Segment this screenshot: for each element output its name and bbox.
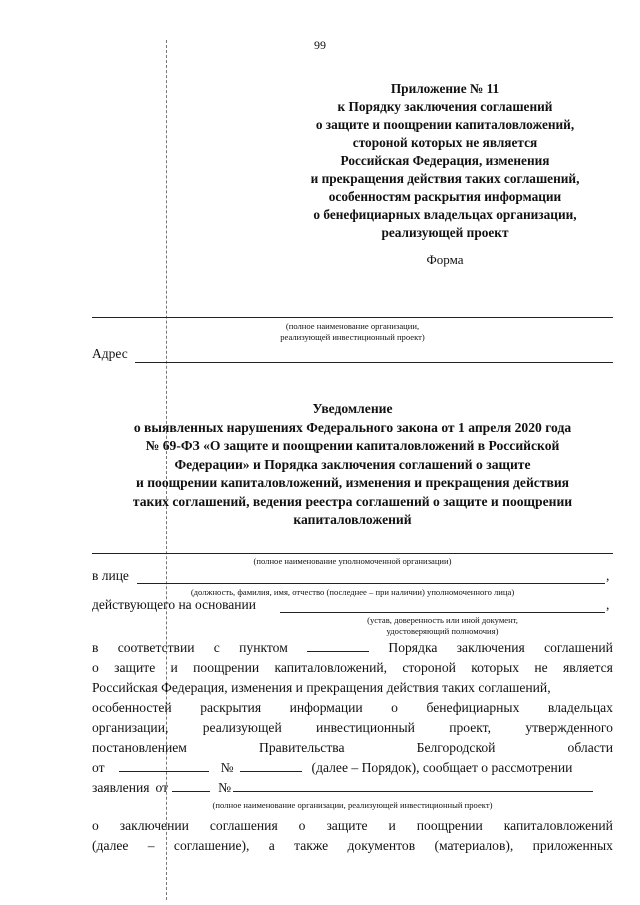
applicant-caption: (полное наименование организации, реализующей инвестиционный проект)	[212, 800, 493, 810]
header-line: особенностям раскрытия информации	[328, 189, 562, 204]
header-line: о бенефициарных владельцах организации,	[313, 207, 577, 222]
position-caption: (должность, фамилия, имя, отчество (последнее – при наличии) уполномоченного лица)	[190, 587, 515, 597]
title-line: о выявленных нарушениях Федерального закона от 1 апреля 2020 года	[133, 419, 572, 435]
paragraph-line: (далее – соглашение), а также документов (материалов), приложенных	[92, 838, 613, 853]
acting-label: действующего на основании	[92, 597, 256, 612]
header-line: Приложение № 11	[390, 81, 500, 96]
application-date-field[interactable]	[172, 778, 210, 792]
title-line: Уведомление	[312, 401, 393, 416]
paragraph-line: в соответствии с пунктом Порядка заключения соглашений	[92, 640, 613, 655]
header-line: и прекращения действия таких соглашений,	[310, 171, 580, 186]
paragraph-line: о заключении соглашения о защите и поощрении капиталовложений	[92, 818, 613, 833]
header-line: реализующей проект	[381, 225, 509, 240]
org-caption-line: (полное наименование организации,	[285, 321, 420, 331]
paragraph-line: особенностей раскрытия информации о бенефициарных владельцах	[92, 700, 613, 715]
basis-caption-line: (устав, доверенность или иной документ,	[367, 615, 518, 625]
in-person-line[interactable]	[137, 583, 605, 584]
org-caption-line: реализующей инвестиционный проект)	[280, 332, 425, 342]
title-line: таких соглашений, ведения реестра соглашений о защите и поощрении	[132, 493, 573, 509]
address-label: Адрес	[92, 346, 128, 361]
order-date-field[interactable]	[119, 758, 209, 772]
basis-caption-line: удостоверяющий полномочия)	[386, 626, 499, 636]
authorized-caption: (полное наименование уполномоченной организации)	[253, 556, 452, 566]
authorized-org-line[interactable]	[92, 553, 613, 554]
paragraph-line: постановлением Правительства Белгородской области	[92, 740, 613, 755]
title-line: № 69-ФЗ «О защите и поощрении капиталовложений в Российской	[145, 438, 560, 453]
org-name-line[interactable]	[92, 317, 613, 318]
basis-caption	[280, 615, 605, 637]
page-number: 99	[314, 38, 326, 52]
clause-number-field[interactable]	[307, 638, 369, 652]
title-line: капиталовложений	[293, 512, 412, 527]
paragraph-main	[92, 638, 613, 798]
comma: ,	[606, 568, 610, 583]
header-line: к Порядку заключения соглашений	[337, 99, 553, 114]
basis-line[interactable]	[280, 612, 605, 613]
paragraph-line: заявления от №	[92, 778, 613, 798]
form-label: Форма	[426, 252, 464, 267]
paragraph-line: о защите и поощрении капиталовложений, стороной которых не является	[92, 660, 613, 675]
title-line: и поощрении капиталовложений, изменения и прекращения действия	[135, 475, 570, 490]
paragraph-line: Российская Федерация, изменения и прекращения действия таких соглашений,	[92, 680, 551, 695]
paragraph-line: организации, реализующей инвестиционный проект, утвержденного	[92, 720, 613, 735]
in-person-label: в лице	[92, 568, 129, 583]
order-number-field[interactable]	[240, 758, 302, 772]
application-number-field[interactable]	[233, 778, 593, 792]
title-line: Федерации» и Порядка заключения соглашений о защите	[174, 456, 531, 472]
notice-title	[90, 400, 615, 530]
appendix-header	[275, 80, 615, 242]
paragraph-line: от № (далее – Порядок), сообщает о рассмотрении	[92, 760, 573, 775]
comma: ,	[606, 597, 610, 612]
address-line[interactable]	[135, 362, 613, 363]
paragraph-second	[92, 816, 613, 856]
header-line: Российская Федерация, изменения	[340, 153, 550, 168]
header-line: стороной которых не является	[352, 135, 538, 150]
org-caption	[92, 321, 613, 343]
header-line: о защите и поощрении капиталовложений,	[315, 117, 575, 132]
